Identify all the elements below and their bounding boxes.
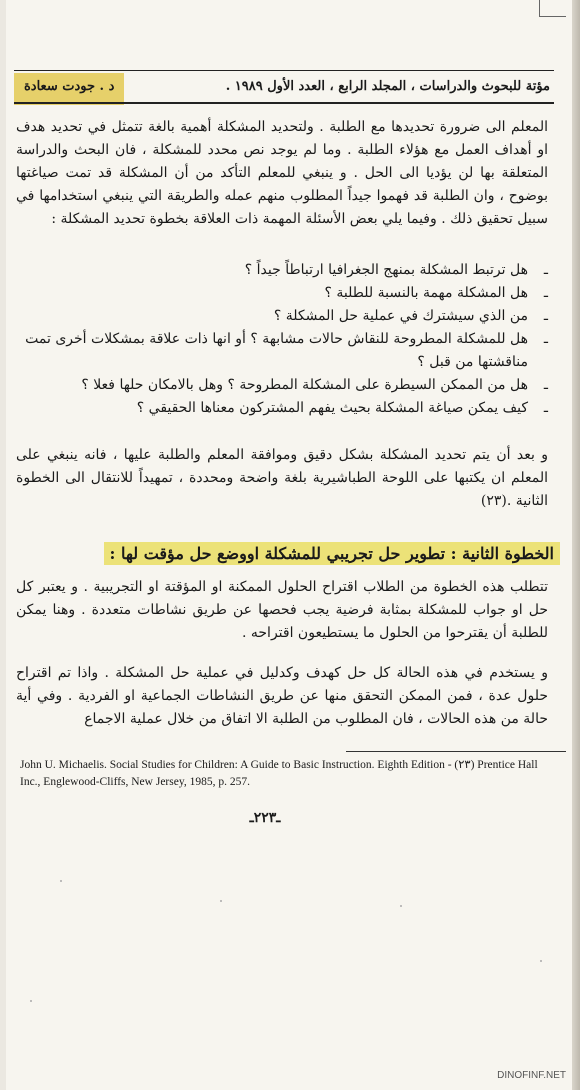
question-item: [16, 305, 548, 328]
paragraph-3: تتطلب هذه الخطوة من الطلاب اقتراح الحلول الممكنة او المؤقتة او التجريبية . و يعتبر كل حل او جواب للمشكلة بمثابة فرضية يجب فحصها عن طريق نشاطات متعددة . وهنا يمكن للطلبة أن يقترحوا من الحلول ما يستطيعون اقتراحه .: [16, 579, 549, 641]
scan-speck: [60, 880, 62, 882]
scan-speck: [540, 960, 542, 962]
list-dash: ـ: [543, 262, 548, 278]
crop-mark: [539, 0, 566, 17]
question-item: [16, 374, 548, 397]
question-text: هل المشكلة مهمة بالنسبة للطلبة ؟: [324, 285, 528, 301]
scan-speck: [30, 1000, 32, 1002]
journal-title: مؤتة للبحوث والدراسات ، المجلد الرابع ، العدد الأول ١٩٨٩ .: [225, 79, 550, 94]
paragraph-1: المعلم الى ضرورة تحديدها مع الطلبة . ولتحديد المشكلة أهمية بالغة تتمثل في تحديد هدف او أهداف العمل مع هؤلاء الطلبة . وما لم يوجد نص محدد للمشكلة ، فان البحث والدراسة المتعلقة بها لن يؤديا الى الحل . و ينبغي للمعلم التأكد من أن المشكلة قد تمت صياغتها بوضوح ، وان الطلبة قد فهموا جيداً المطلوب منهم عمله والطريقة التي ينبغي استخدامها في سبيل تحقيق ذلك . وفيما يلي بعض الأسئلة المهمة ذات العلاقة بخطوة تحديد المشكلة :: [16, 119, 548, 227]
question-text: هل للمشكلة المطروحة للنقاش حالات مشابهة ؟ أو انها ذات علاقة بمشكلات أخرى تمت مناقشتها من قبل ؟: [25, 331, 528, 370]
question-item: [16, 328, 548, 374]
header-rule-top: [14, 70, 554, 71]
question-text: هل من الممكن السيطرة على المشكلة المطروحة ؟ وهل بالامكان حلها فعلا ؟: [81, 377, 528, 393]
list-dash: ـ: [543, 400, 548, 416]
list-dash: ـ: [543, 331, 548, 347]
paragraph-2: و بعد أن يتم تحديد المشكلة بشكل دقيق وموافقة المعلم والطلبة عليها ، فانه ينبغي على المعلم ان يكتبها على اللوحة الطباشيرية بلغة واضحة ومحددة ، تمهيداً للانتقال الى الخطوة الثانية .(٢٣): [16, 447, 548, 509]
question-item: [16, 282, 548, 305]
scan-speck: [220, 900, 222, 902]
question-item: [16, 259, 548, 282]
question-text: كيف يمكن صياغة المشكلة بحيث يفهم المشتركون معناها الحقيقي ؟: [136, 400, 528, 416]
list-dash: ـ: [543, 377, 548, 393]
author-name: د . جودت سعادة: [14, 73, 124, 105]
paragraph-4: و يستخدم في هذه الحالة كل حل كهدف وكدليل في عملية حل المشكلة . واذا تم اقتراح حلول عدة ، فمن الممكن التحقق منها عن طريق النشاطات الجماعية او الفردية . وفي أية حالة من هذه الحالات ، فان المطلوب من الطلبة الا اتفاق من خلال عملية الاجماع: [16, 665, 548, 727]
question-list: [16, 259, 548, 420]
page-edge-shadow: [572, 0, 580, 1090]
list-dash: ـ: [543, 285, 548, 301]
scan-speck: [400, 905, 402, 907]
header-rule-bottom: [14, 102, 554, 104]
question-text: من الذي سيشترك في عملية حل المشكلة ؟: [273, 308, 528, 324]
question-text: هل ترتبط المشكلة بمنهج الجغرافيا ارتباطاً جيداً ؟: [244, 262, 528, 278]
running-header: [14, 70, 554, 104]
footnote: John U. Michaelis. Social Studies for Children: A Guide to Basic Instruction. Eighth Edition - (٢٣) Prentice Hall Inc., Englewood-Cliffs, New Jersey, 1985, p. 257.: [20, 759, 538, 788]
page-number: ـ٢٢٣ـ: [249, 810, 281, 826]
section-heading: الخطوة الثانية : تطوير حل تجريبي للمشكلة اووضع حل مؤقت لها :: [104, 542, 560, 565]
watermark: DINOFINF.NET: [497, 1070, 566, 1081]
question-item: [16, 397, 548, 420]
footnote-rule: [346, 751, 566, 752]
list-dash: ـ: [543, 308, 548, 324]
